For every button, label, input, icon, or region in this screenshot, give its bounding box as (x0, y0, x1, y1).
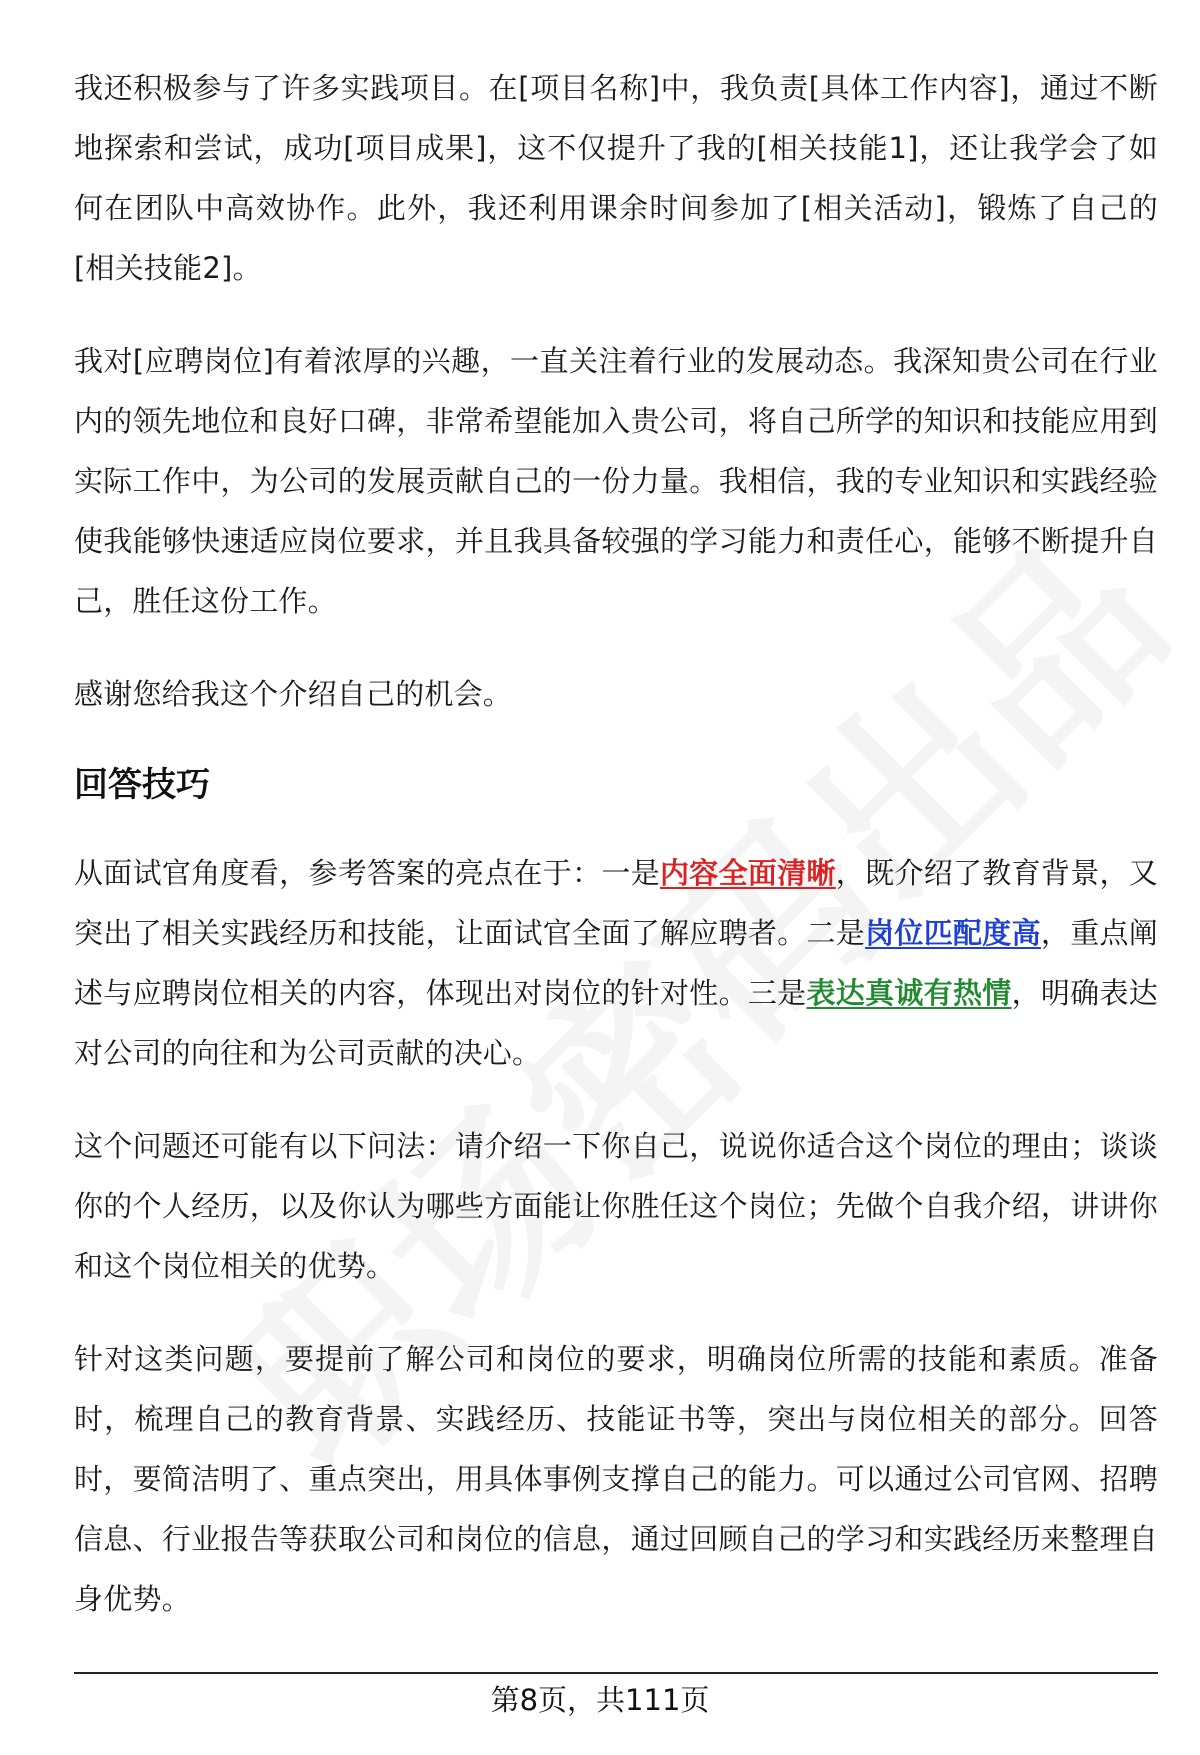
document-body (74, 58, 1158, 1662)
paragraph-practice-projects: 我还积极参与了许多实践项目。在[项目名称]中，我负责[具体工作内容]，通过不断地探索和尝试，成功[项目成果]，这不仅提升了我的[相关技能1]，还让我学会了如何在团队中高效协作。此外，我还利用课余时间参加了[相关活动]，锻炼了自己的[相关技能2]。 (74, 71, 1158, 285)
footer-divider (74, 1672, 1158, 1674)
paragraph-job-interest: 我对[应聘岗位]有着浓厚的兴趣，一直关注着行业的发展动态。我深知贵公司在行业内的领先地位和良好口碑，非常希望能加入贵公司，将自己所学的知识和技能应用到实际工作中，为公司的发展贡献自己的一份力量。我相信，我的专业知识和实践经验使我能够快速适应岗位要求，并且我具备较强的学习能力和责任心，能够不断提升自己，胜任这份工作。 (74, 344, 1158, 618)
tips-text-2: ，既介绍了教育背景，又突出了相关实践经历和技能，让面试官全面了解应聘者。二是 (74, 856, 1158, 950)
highlight-job-match: 岗位匹配度高 (865, 916, 1041, 950)
paragraph-alternative-questions: 这个问题还可能有以下问法：请介绍一下你自己，说说你适合这个岗位的理由；谈谈你的个人经历，以及你认为哪些方面能让你胜任这个岗位；先做个自我介绍，讲讲你和这个岗位相关的优势。 (74, 1129, 1158, 1283)
tips-text-3: ，重点阐述与应聘岗位相关的内容，体现出对岗位的针对性。三是 (74, 916, 1158, 1010)
highlight-content-comprehensive: 内容全面清晰 (660, 856, 836, 890)
paragraph-thanks: 感谢您给我这个介绍自己的机会。 (74, 677, 513, 711)
tips-text-4: ，明确表达对公司的向往和为公司贡献的决心。 (74, 976, 1158, 1070)
tips-text-1: 从面试官角度看，参考答案的亮点在于：一是 (74, 856, 660, 890)
section-title-answer-tips: 回答技巧 (74, 765, 210, 805)
highlight-sincere-expression: 表达真诚有热情 (806, 976, 1012, 1010)
paragraph-preparation-advice: 针对这类问题，要提前了解公司和岗位的要求，明确岗位所需的技能和素质。准备时，梳理自己的教育背景、实践经历、技能证书等，突出与岗位相关的部分。回答时，要简洁明了、重点突出，用具体事例支撑自己的能力。可以通过公司官网、招聘信息、行业报告等获取公司和岗位的信息，通过回顾自己的学习和实践经历来整理自身优势。 (74, 1342, 1158, 1616)
page-number: 第8页，共111页 (490, 1683, 710, 1717)
paragraph-answer-highlights (74, 843, 1158, 1083)
